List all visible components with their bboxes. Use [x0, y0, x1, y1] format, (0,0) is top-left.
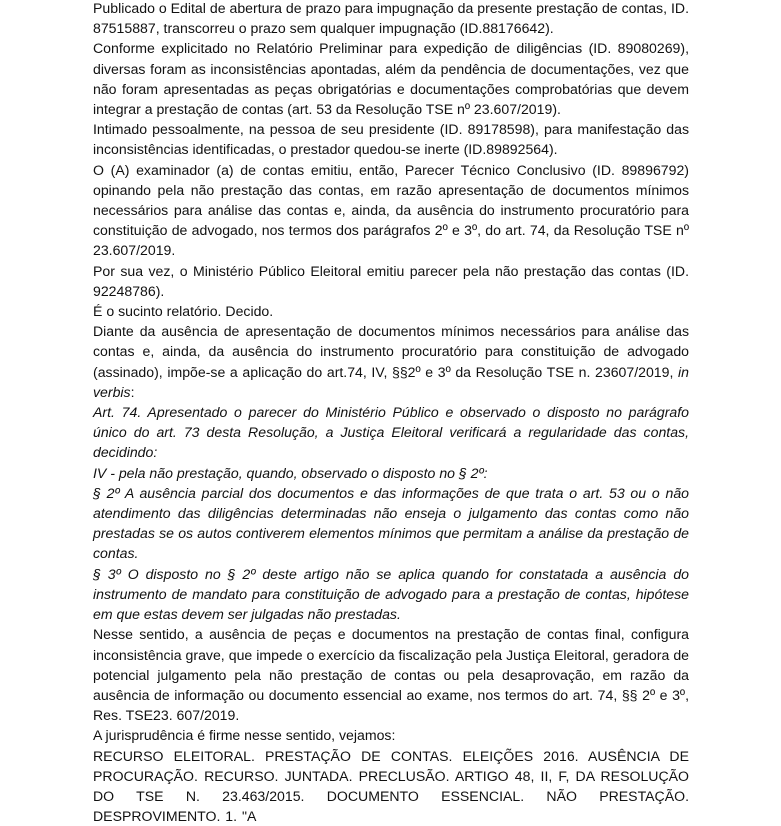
- paragraph-fundamentacao: [93, 321, 689, 402]
- fundamentacao-text: Diante da ausência de apresentação de documentos mínimos necessários para análise das contas e, ainda, da ausência do instrumento procuratório para constituição de advogado (assinado), impõe-se a aplicação do art.74, IV, §§2º e 3º da Resolução TSE n. 23607/2019,: [93, 323, 689, 380]
- paragraph-ementa: RECURSO ELEITORAL. PRESTAÇÃO DE CONTAS. ELEIÇÕES 2016. AUSÊNCIA DE PROCURAÇÃO. RECURSO. JUNTADA. PRECLUSÃO. ARTIGO 48, II, F, DA RESOLUÇÃO DO TSE N. 23.463/2015. DOCUMENTO ESSENCIAL. NÃO PRESTAÇÃO. DESPROVIMENTO. 1. "A: [93, 747, 689, 825]
- quote-inciso-iv: IV - pela não prestação, quando, observado o disposto no § 2º:: [93, 464, 488, 481]
- quote-paragrafo-2: § 2º A ausência parcial dos documentos e das informações de que trata o art. 53 ou o não atendimento das diligências determinadas não enseja o julgamento das contas como não prestadas se os autos contiverem elementos mínimos que permitam a análise da prestação de contas.: [93, 484, 689, 562]
- document-page: [93, 0, 689, 826]
- paragraph-edital: Publicado o Edital de abertura de prazo para impugnação da presente prestação de contas, ID. 87515887, transcorreu o prazo sem qualquer impugnação (ID.88176642).: [93, 0, 689, 37]
- paragraph-ministerio-publico: Por sua vez, o Ministério Público Eleitoral emitiu parecer pela não prestação das contas (ID. 92248786).: [93, 262, 689, 299]
- paragraph-relatorio-decido: É o sucinto relatório. Decido.: [93, 303, 274, 320]
- paragraph-nesse-sentido: Nesse sentido, a ausência de peças e documentos na prestação de contas final, configura inconsistência grave, que impede o exercício da fiscalização pela Justiça Eleitoral, geradora de potencial julgamento pela não prestação de contas ou pela desaprovação, em razão da ausência de informação ou documento essencial ao exame, nos termos do art. 74, §§ 2º e 3º, Res. TSE23. 607/2019.: [93, 626, 689, 724]
- quote-art-74: Art. 74. Apresentado o parecer do Ministério Público e observado o disposto no parágrafo único do art. 73 desta Resolução, a Justiça Eleitoral verificará a regularidade das contas, decidindo:: [93, 404, 689, 461]
- paragraph-intimacao: Intimado pessoalmente, na pessoa de seu presidente (ID. 89178598), para manifestação das inconsistências identificadas, o prestador quedou-se inerte (ID.89892564).: [93, 121, 689, 158]
- in-verbis-text: in verbis: [93, 363, 689, 400]
- paragraph-jurisprudencia: A jurisprudência é firme nesse sentido, vejamos:: [93, 727, 396, 744]
- quote-paragrafo-3: § 3º O disposto no § 2º deste artigo não se aplica quando for constatada a ausência do instrumento de mandato para constituição de advogado para a prestação de contas, hipótese em que estas devem ser julgadas não prestadas.: [93, 565, 689, 623]
- paragraph-parecer-tecnico: O (A) examinador (a) de contas emitiu, então, Parecer Técnico Conclusivo (ID. 89896792) opinando pela não prestação das contas, em razão apresentação de documentos mínimos necessários para análise das contas e, ainda, da ausência do instrumento procuratório para constituição de advogado, nos termos dos parágrafos 2º e 3º, do art. 74, da Resolução TSE nº 23.607/2019.: [93, 161, 689, 259]
- fundamentacao-colon: :: [130, 383, 135, 400]
- paragraph-relatorio-preliminar: Conforme explicitado no Relatório Preliminar para expedição de diligências (ID. 89080269), diversas foram as inconsistências apontadas, além da pendência de documentações, vez que não foram apresentadas as peças obrigatórias e documentações comprobatórias que devem integrar a prestação de contas (art. 53 da Resolução TSE nº 23.607/2019).: [93, 40, 689, 118]
